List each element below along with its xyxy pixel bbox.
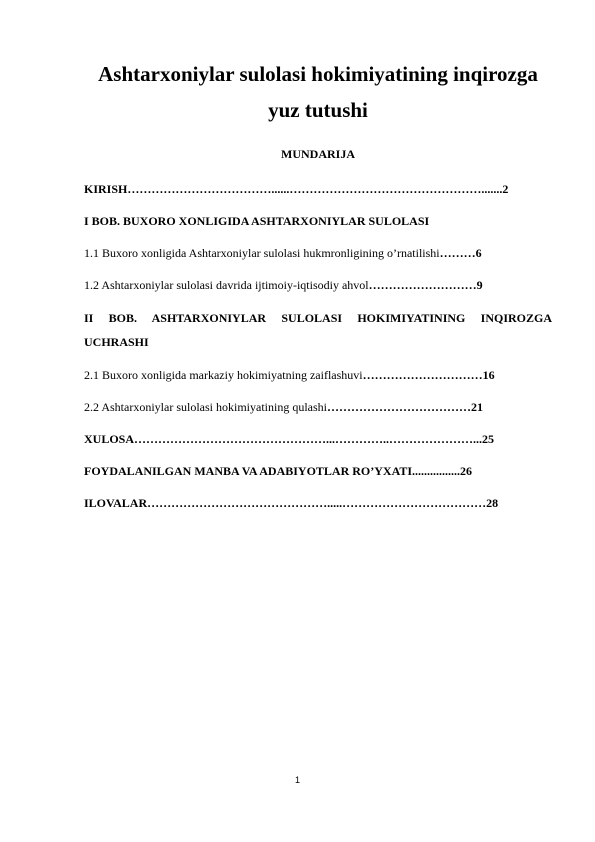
toc-entry-text: ILOVALAR……………………………………….....………………………………28 [84, 496, 499, 510]
page-number: 1 [294, 775, 300, 785]
toc-entry-ilovalar [84, 490, 552, 522]
toc-page-number: 16 [482, 368, 495, 382]
toc-entry-chapter-2 [84, 304, 552, 362]
toc-entry-references [84, 458, 552, 490]
toc-entry-section-1-1 [84, 240, 552, 272]
document-title [84, 56, 552, 128]
toc-entry-kirish [84, 176, 552, 208]
toc-entry-text: I BOB. BUXORO XONLIGIDA ASHTARXONIYLAR SULOLASI [84, 214, 430, 228]
toc-entry-text: FOYDALANILGAN MANBA VA ADABIYOTLAR RO’YXATI................26 [84, 464, 473, 478]
title-line-2: yuz tutushi [268, 98, 368, 122]
toc-entry-text: XULOSA…………………………………………...…………..…………………...25 [84, 432, 495, 446]
toc-page-number: 21 [470, 400, 483, 414]
table-of-contents [84, 176, 552, 522]
toc-entry-xulosa [84, 426, 552, 458]
toc-entry-section-2-2 [84, 394, 552, 426]
toc-entry-label: 2.1 Buxoro xonligida markaziy hokimiyatning zaiflashuvi [84, 368, 363, 382]
toc-leader-dots: ……………………… [368, 278, 477, 292]
contents-heading: MUNDARIJA [281, 147, 355, 161]
toc-entry-section-2-1 [84, 362, 552, 394]
toc-page-number: 6 [475, 246, 482, 260]
toc-leader-dots: ……………………………… [326, 400, 471, 414]
title-line-1: Ashtarxoniylar sulolasi hokimiyatining inqirozga [98, 62, 538, 86]
toc-entry-label: 1.1 Buxoro xonligida Ashtarxoniylar sulolasi hukmronligining o’rnatilishi [84, 246, 440, 260]
toc-entry-section-1-2 [84, 272, 552, 304]
toc-entry-label: 2.2 Ashtarxoniylar sulolasi hokimiyatining qulashi [84, 400, 327, 414]
toc-entry-chapter-1 [84, 208, 552, 240]
toc-entry-text: KIRISH………………………………......………………………………………….......2 [84, 182, 509, 196]
toc-page-number: 9 [476, 278, 483, 292]
toc-leader-dots: ……… [439, 246, 476, 260]
toc-entry-text: II BOB. ASHTARXONIYLAR SULOLASI HOKIMIYATINING INQIROZGA UCHRASHI [84, 311, 552, 349]
toc-entry-label: 1.2 Ashtarxoniylar sulolasi davrida ijtimoiy-iqtisodiy ahvol [84, 278, 369, 292]
toc-leader-dots: ………………………… [362, 368, 483, 382]
